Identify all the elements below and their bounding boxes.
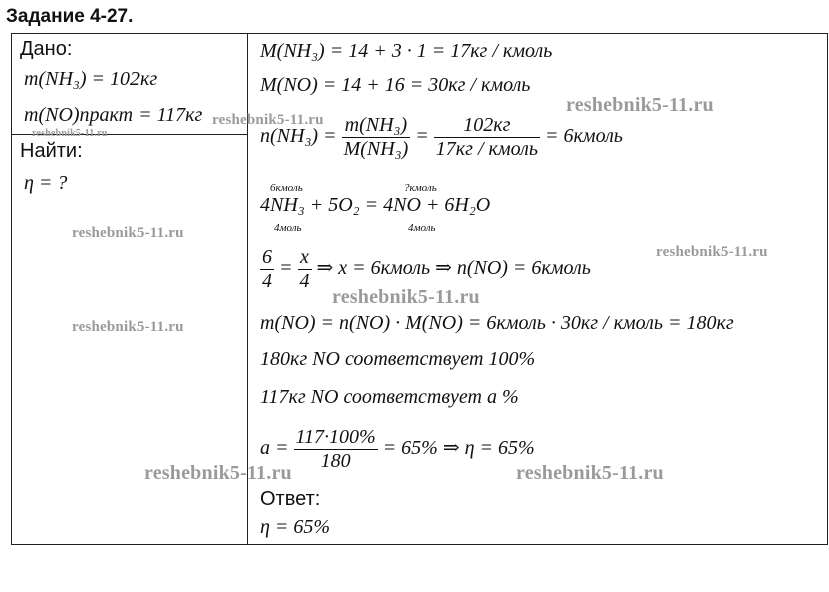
solution-line-6: m(NO) = n(NO) · M(NO) = 6кмоль · 30кг / кмоль = 180кг <box>260 312 734 334</box>
solution-line-1: M(NH₃) = 14 + 3 · 1 = 17кг / кмоль <box>260 40 553 62</box>
answer-label: Ответ: <box>260 488 321 510</box>
fraction-numerator: 6 <box>262 246 272 268</box>
fraction-denominator: M(NH₃) <box>343 138 409 160</box>
fraction-denominator: 4 <box>299 270 310 292</box>
a-result: = 65% ⇒ η = 65% <box>382 437 535 460</box>
watermark: reshebnik5-11.ru <box>566 94 714 116</box>
answer-value: η = 65% <box>260 516 331 538</box>
n-nh3-lhs: n(NH₃) = <box>260 125 337 148</box>
fraction-numerator: x <box>298 246 312 270</box>
eq-label-above-right: ?кмоль <box>404 182 437 194</box>
watermark: reshebnik5-11.ru <box>656 244 768 260</box>
task-title: Задание 4-27. <box>6 6 134 27</box>
fraction-numerator: m(NH₃) <box>342 114 411 138</box>
find-label: Найти: <box>20 140 83 162</box>
solution-line-9 <box>260 426 535 473</box>
fraction-numerator: 102кг <box>434 114 540 138</box>
fraction-mass-over-molar <box>342 114 411 161</box>
solution-line-3: n(NH₃) = $\frac{\text{m(NH₃)}}{\text{M(NH₃)}}$ = $\frac{102кг}{\text{17кг / кмоль}}$ = 6кмоль <box>260 114 623 160</box>
proportion-fraction-right <box>298 246 312 293</box>
reaction-equation: 4NH₃ + 5O₂ = 4NO + 6H₂O <box>260 194 491 216</box>
fraction-denominator: 180 <box>320 450 351 472</box>
proportion-result: ⇒ x = 6кмоль ⇒ n(NO) = 6кмоль <box>316 257 591 280</box>
watermark: reshebnik5-11.ru <box>332 286 480 308</box>
fraction-denominator: 17кг / кмоль <box>435 138 538 160</box>
fraction-numerator: 117·100% <box>295 426 376 448</box>
fraction-values <box>434 114 540 161</box>
eq-label-below-left: 4моль <box>274 222 302 234</box>
watermark: reshebnik5-11.ru <box>72 225 184 241</box>
given-label: Дано: <box>20 38 73 60</box>
eq-label-above-left: 6кмоль <box>270 182 303 194</box>
solution-line-8: 117кг NO соответствует a % <box>260 386 519 408</box>
watermark: reshebnik5-11.ru <box>212 112 324 128</box>
fraction-denominator: 4 <box>262 270 272 292</box>
given-line-2: m(NO)практ = 117кг <box>24 104 203 126</box>
given-line-1: m(NH₃) = 102кг <box>24 68 158 90</box>
solution-line-7: 180кг NO соответствует 100% <box>260 348 536 370</box>
n-nh3-result: = 6кмоль <box>544 125 623 148</box>
a-lhs: a = <box>260 437 289 460</box>
percent-fraction <box>294 426 378 473</box>
eq-label-below-right: 4моль <box>408 222 436 234</box>
watermark: reshebnik5-11.ru <box>32 128 108 139</box>
find-line: η = ? <box>24 172 68 194</box>
proportion-fraction-left <box>260 246 274 293</box>
watermark: reshebnik5-11.ru <box>144 462 292 484</box>
solution-line-2: M(NO) = 14 + 16 = 30кг / кмоль <box>260 74 531 96</box>
watermark: reshebnik5-11.ru <box>72 319 184 335</box>
proportion-line: $\frac{6}{4}$ = $\frac{x}{4}$ ⇒ x = 6кмоль ⇒ n(NO) = 6кмоль <box>262 246 591 292</box>
watermark: reshebnik5-11.ru <box>516 462 664 484</box>
